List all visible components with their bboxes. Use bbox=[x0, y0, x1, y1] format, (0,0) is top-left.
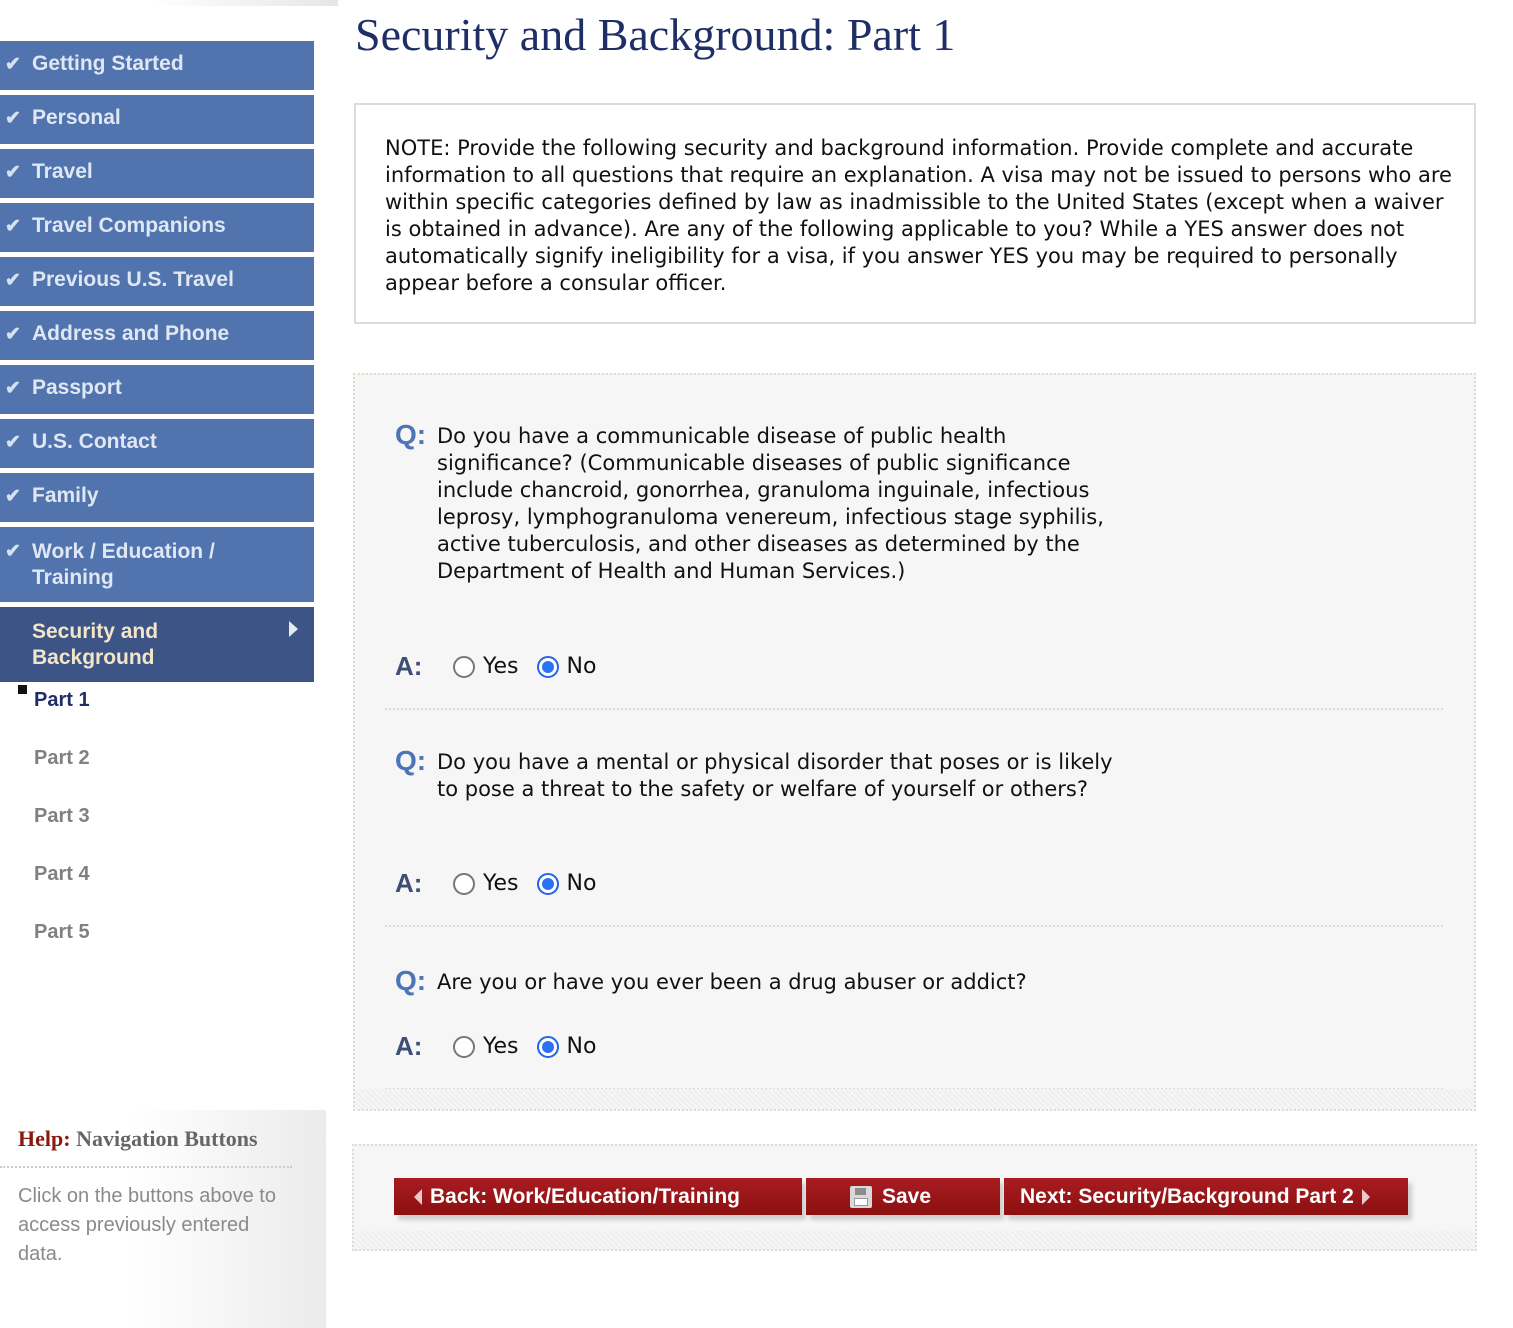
answer-row bbox=[395, 1031, 614, 1062]
no-label[interactable]: No bbox=[566, 654, 597, 679]
sidebar-item-passport[interactable] bbox=[0, 365, 314, 414]
q-label: Q: bbox=[395, 419, 427, 450]
no-label[interactable]: No bbox=[566, 1034, 597, 1059]
sidebar-item-getting-started[interactable] bbox=[0, 41, 314, 90]
yes-radio[interactable] bbox=[453, 656, 475, 678]
check-icon: ✔ bbox=[5, 541, 21, 562]
no-radio[interactable] bbox=[537, 656, 559, 678]
sub-nav-label: Part 1 bbox=[34, 689, 90, 711]
next-button[interactable] bbox=[1004, 1178, 1408, 1215]
sidebar-item-label: Address and Phone bbox=[32, 322, 230, 345]
question-divider bbox=[385, 708, 1443, 710]
sidebar-item-travel[interactable] bbox=[0, 149, 314, 198]
help-title bbox=[18, 1126, 258, 1152]
yes-radio[interactable] bbox=[453, 1036, 475, 1058]
sidebar-item-us-contact[interactable] bbox=[0, 419, 314, 468]
check-icon: ✔ bbox=[5, 216, 21, 237]
navigation-buttons-panel bbox=[352, 1144, 1477, 1251]
sidebar-item-label: Security and Background bbox=[32, 620, 159, 669]
sidebar-item-work-education-training[interactable] bbox=[0, 527, 314, 602]
next-button-label: Next: Security/Background Part 2 bbox=[1020, 1184, 1354, 1208]
sidebar-item-label: Travel bbox=[32, 160, 93, 183]
a-label: A: bbox=[395, 651, 423, 681]
sub-nav-label: Part 5 bbox=[34, 921, 90, 943]
sidebar-item-label: Passport bbox=[32, 376, 122, 399]
yes-radio[interactable] bbox=[453, 873, 475, 895]
no-radio[interactable] bbox=[537, 873, 559, 895]
sidebar-item-label: Family bbox=[32, 484, 99, 507]
check-icon: ✔ bbox=[5, 378, 21, 399]
check-icon: ✔ bbox=[5, 108, 21, 129]
panel-texture bbox=[355, 1089, 1474, 1109]
sub-nav-part-5[interactable] bbox=[0, 919, 314, 977]
save-button-label: Save bbox=[882, 1184, 932, 1208]
sidebar-item-personal[interactable] bbox=[0, 95, 314, 144]
current-bullet-icon bbox=[18, 685, 27, 694]
back-button[interactable] bbox=[394, 1178, 802, 1215]
chevron-right-icon bbox=[289, 621, 298, 637]
page-title: Security and Background: Part 1 bbox=[355, 9, 956, 60]
check-icon: ✔ bbox=[5, 54, 21, 75]
yes-label[interactable]: Yes bbox=[483, 871, 519, 896]
no-label[interactable]: No bbox=[566, 871, 597, 896]
no-radio[interactable] bbox=[537, 1036, 559, 1058]
help-heading: Navigation Buttons bbox=[76, 1126, 258, 1151]
check-icon: ✔ bbox=[5, 432, 21, 453]
questions-panel bbox=[353, 373, 1476, 1111]
floppy-disk-icon bbox=[850, 1186, 872, 1208]
sidebar-item-security-and-background[interactable] bbox=[0, 607, 314, 682]
sub-nav-label: Part 2 bbox=[34, 747, 90, 769]
chevron-right-icon bbox=[1362, 1189, 1370, 1205]
sidebar-item-label: Work / Education / Training bbox=[32, 540, 215, 589]
sub-nav-label: Part 3 bbox=[34, 805, 90, 827]
sidebar-item-label: U.S. Contact bbox=[32, 430, 157, 453]
sub-nav-label: Part 4 bbox=[34, 863, 90, 885]
help-prefix: Help: bbox=[18, 1126, 71, 1151]
question-text: Do you have a communicable disease of public health significance? (Communicable diseases of public significance include chancroid, gonorrhea, granuloma inguinale, infectious leprosy, lymphogranuloma venereum, infectious stage syphilis, active tuberculosis, and other diseases as determined by the Department of Health and Human Services.) bbox=[437, 424, 1104, 583]
check-icon: ✔ bbox=[5, 270, 21, 291]
back-button-label: Back: Work/Education/Training bbox=[430, 1184, 740, 1208]
sub-nav-part-2[interactable] bbox=[0, 745, 314, 803]
note-box bbox=[354, 103, 1476, 324]
sidebar-item-travel-companions[interactable] bbox=[0, 203, 314, 252]
note-text: NOTE: Provide the following security and background information. Provide complete and accurate information to all questions that require an explanation. A visa may not be issued to persons who are within specific categories defined by law as inadmissible to the United States (except when a waiver is obtained in advance). Are any of the following applicable to you? While a YES answer does not automatically signify ineligibility for a visa, if you answer YES you may be required to personally appear before a consular officer. bbox=[385, 136, 1452, 295]
question-text: Do you have a mental or physical disorder that poses or is likely to pose a threat to the safety or welfare of yourself or others? bbox=[437, 750, 1113, 801]
q-label: Q: bbox=[395, 745, 427, 776]
yes-label[interactable]: Yes bbox=[483, 1034, 519, 1059]
yes-label[interactable]: Yes bbox=[483, 654, 519, 679]
help-panel bbox=[0, 1110, 326, 1328]
answer-row bbox=[395, 868, 614, 899]
q-label: Q: bbox=[395, 965, 427, 996]
chevron-left-icon bbox=[414, 1189, 422, 1205]
sub-nav-part-3[interactable] bbox=[0, 803, 314, 861]
question-text: Are you or have you ever been a drug abuser or addict? bbox=[437, 970, 1027, 994]
save-button[interactable] bbox=[806, 1178, 1000, 1215]
sidebar-item-address-and-phone[interactable] bbox=[0, 311, 314, 360]
top-decoration bbox=[150, 0, 338, 6]
question-divider bbox=[385, 925, 1443, 927]
check-icon: ✔ bbox=[5, 486, 21, 507]
answer-row bbox=[395, 651, 614, 682]
help-text: Click on the buttons above to access previously entered data. bbox=[18, 1185, 276, 1265]
panel-texture bbox=[354, 1231, 1475, 1249]
sidebar-item-label: Personal bbox=[32, 106, 121, 129]
sidebar-item-label: Getting Started bbox=[32, 52, 184, 75]
a-label: A: bbox=[395, 1031, 423, 1061]
sidebar-nav bbox=[0, 41, 314, 977]
sub-nav-part-4[interactable] bbox=[0, 861, 314, 919]
sidebar-item-family[interactable] bbox=[0, 473, 314, 522]
sub-nav bbox=[0, 687, 314, 977]
help-divider bbox=[0, 1166, 292, 1168]
sidebar-item-label: Previous U.S. Travel bbox=[32, 268, 234, 291]
check-icon: ✔ bbox=[5, 324, 21, 345]
sidebar-item-previous-us-travel[interactable] bbox=[0, 257, 314, 306]
sub-nav-part-1[interactable] bbox=[0, 687, 314, 745]
check-icon: ✔ bbox=[5, 162, 21, 183]
sidebar-item-label: Travel Companions bbox=[32, 214, 226, 237]
a-label: A: bbox=[395, 868, 423, 898]
